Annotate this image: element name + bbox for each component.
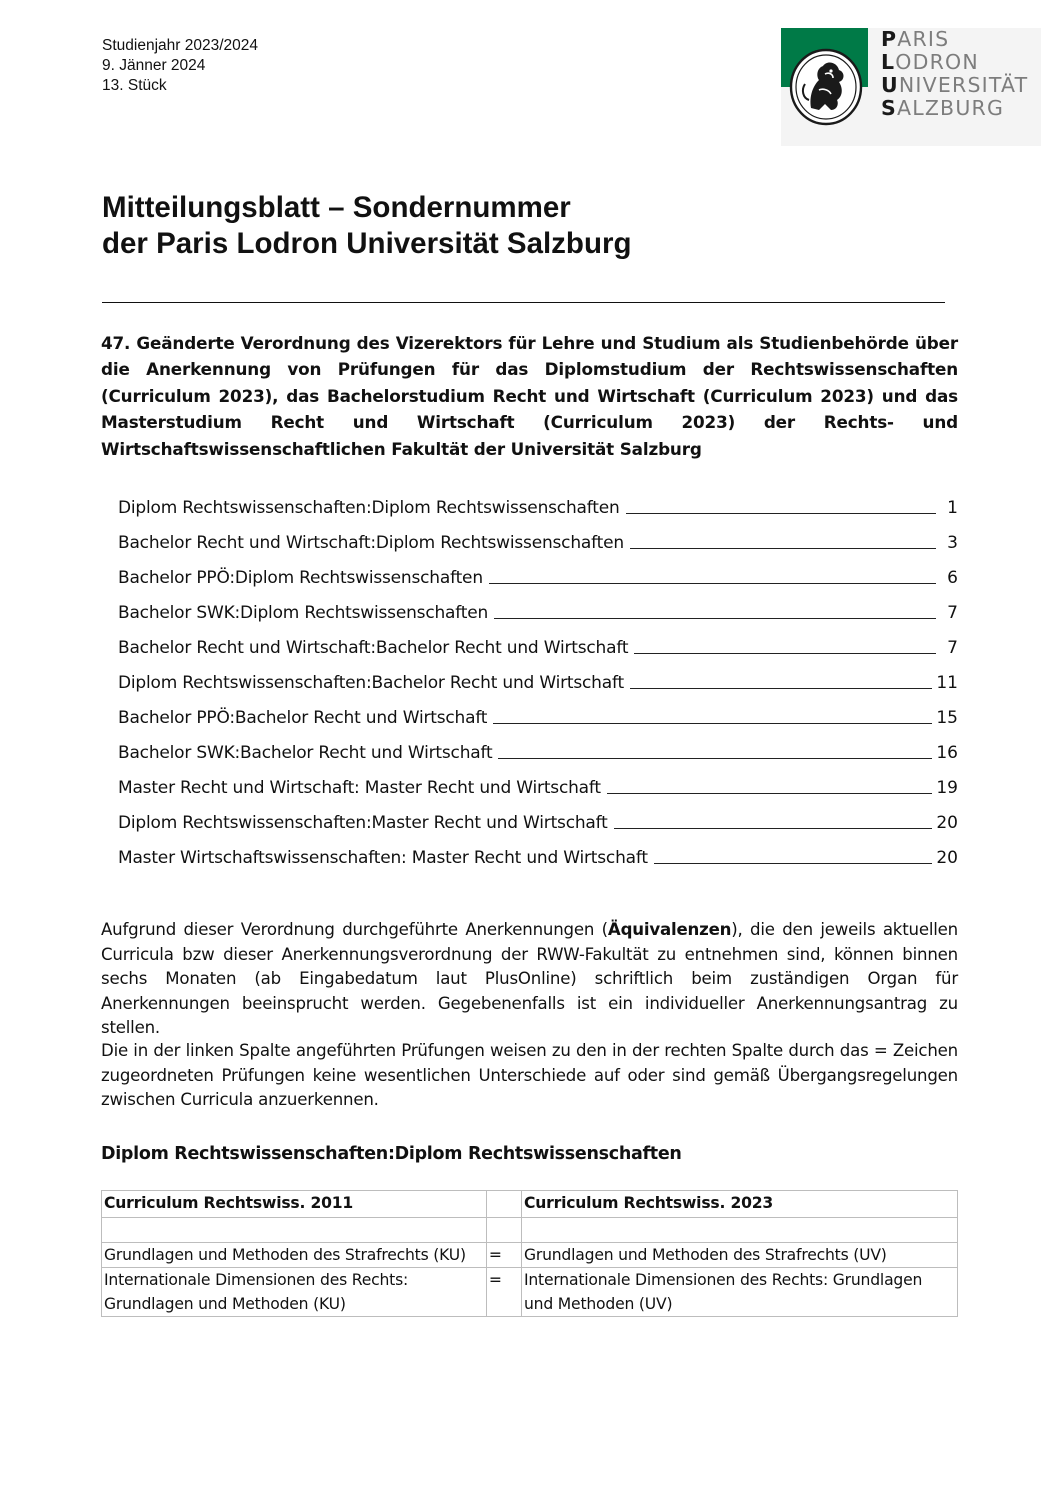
blank-cell — [521, 1218, 957, 1243]
section-heading: Diplom Rechtswissenschaften:Diplom Rechtswissenschaften — [101, 1144, 682, 1164]
title-line-1: Mitteilungsblatt – Sondernummer — [102, 191, 571, 224]
issue-meta — [102, 36, 258, 96]
ordinance-title: 47. Geänderte Verordnung des Vizerektors für Lehre und Studium als Studienbehörde über die Anerkennung von Prüfungen für das Diplomstudium der Rechtswissenschaften (Curriculum 2023), das Bachelorstudium Recht und Wirtschaft (Curriculum 2023) und das Masterstudium Recht und Wirtschaft (Curriculum 2023) der Rechts- und Wirtschaftswissenschaftlichen Fakultät der Universität Salzburg — [101, 333, 958, 459]
toc-leader-line — [494, 618, 936, 619]
toc-entry[interactable] — [118, 737, 958, 763]
toc-entry-page: 7 — [947, 603, 958, 623]
toc-entry[interactable] — [118, 527, 958, 553]
logo-line-2: LODRON — [881, 50, 979, 74]
header-equals-column — [486, 1191, 521, 1218]
logo-line-4: SALZBURG — [881, 96, 1005, 120]
new-course-cell: Internationale Dimensionen des Rechts: Grundlagen und Methoden (UV) — [521, 1268, 957, 1317]
table-row — [102, 1268, 958, 1317]
toc-entry-label: Bachelor PPÖ:Diplom Rechtswissenschaften — [118, 568, 483, 588]
toc-entry-label: Bachelor SWK:Diplom Rechtswissenschaften — [118, 603, 489, 623]
toc-leader-line — [626, 513, 936, 514]
toc-leader-line — [654, 863, 933, 864]
toc-entry-page: 19 — [936, 778, 958, 798]
blank-cell — [102, 1218, 487, 1243]
equivalence-table — [101, 1190, 958, 1317]
toc-entry-page: 6 — [947, 568, 958, 588]
toc-entry-page: 20 — [936, 848, 958, 868]
toc-entry-label: Bachelor Recht und Wirtschaft:Diplom Rechtswissenschaften — [118, 533, 624, 553]
toc-entry[interactable] — [118, 562, 958, 588]
toc-entry-page: 7 — [947, 638, 958, 658]
toc-entry-label: Diplom Rechtswissenschaften:Diplom Rechtswissenschaften — [118, 498, 620, 518]
toc-leader-line — [607, 793, 933, 794]
toc-entry-page: 3 — [947, 533, 958, 553]
university-seal-icon — [789, 46, 863, 128]
blank-cell — [486, 1218, 521, 1243]
toc-entry-label: Diplom Rechtswissenschaften:Bachelor Recht und Wirtschaft — [118, 673, 624, 693]
toc-entry-page: 15 — [936, 708, 958, 728]
toc-entry[interactable] — [118, 492, 958, 518]
logo-wordmark — [881, 28, 1028, 120]
toc-leader-line — [498, 758, 932, 759]
toc-entry[interactable] — [118, 807, 958, 833]
toc-leader-line — [630, 548, 936, 549]
equals-sign-cell: = — [486, 1268, 521, 1317]
equivalences-term: Äquivalenzen — [607, 920, 732, 939]
toc-entry-page: 20 — [936, 813, 958, 833]
toc-leader-line — [493, 723, 932, 724]
equals-sign-cell: = — [486, 1243, 521, 1268]
toc-entry[interactable] — [118, 702, 958, 728]
header-new-curriculum: Curriculum Rechtswiss. 2023 — [521, 1191, 957, 1218]
toc-entry[interactable] — [118, 772, 958, 798]
document-title — [102, 190, 631, 262]
issue-date: 9. Jänner 2024 — [102, 57, 206, 74]
toc-entry-label: Bachelor SWK:Bachelor Recht und Wirtschaft — [118, 743, 493, 763]
toc-entry[interactable] — [118, 842, 958, 868]
study-year: Studienjahr 2023/2024 — [102, 37, 258, 54]
toc-entry-label: Bachelor PPÖ:Bachelor Recht und Wirtschaft — [118, 708, 488, 728]
logo-line-3: UNIVERSITÄT — [881, 73, 1029, 97]
toc-leader-line — [614, 828, 933, 829]
table-header-row — [102, 1191, 958, 1218]
toc-entry-label: Master Recht und Wirtschaft: Master Recht und Wirtschaft — [118, 778, 601, 798]
university-logo — [781, 28, 1041, 148]
toc-entry-label: Diplom Rechtswissenschaften:Master Recht und Wirtschaft — [118, 813, 608, 833]
toc-entry-page: 16 — [936, 743, 958, 763]
table-blank-row — [102, 1218, 958, 1243]
paragraph-text-after: ), die den jeweils aktuellen Curricula bzw dieser Anerkennungsverordnung der RWW-Fakultät zu entnehmen sind, können binnen sechs Monaten (ab Eingabedatum laut PlusOnline) schriftlich beim zuständigen Organ für Anerkennungen beeinsprucht werden. Gegebenenfalls ist ein individueller Anerkennungsantrag zu stellen. — [101, 920, 958, 1038]
new-course-cell: Grundlagen und Methoden des Strafrechts (UV) — [521, 1243, 957, 1268]
toc-leader-line — [489, 583, 936, 584]
toc-entry-label: Master Wirtschaftswissenschaften: Master Recht und Wirtschaft — [118, 848, 648, 868]
toc-entry[interactable] — [118, 667, 958, 693]
title-divider — [102, 302, 945, 303]
issue-number: 13. Stück — [102, 77, 167, 94]
toc-entry-page: 11 — [936, 673, 958, 693]
objection-paragraph — [101, 918, 958, 1041]
title-line-2: der Paris Lodron Universität Salzburg — [102, 227, 632, 260]
toc-leader-line — [634, 653, 936, 654]
old-course-cell: Internationale Dimensionen des Rechts: Grundlagen und Methoden (KU) — [102, 1268, 487, 1317]
table-row — [102, 1243, 958, 1268]
paragraph-text-before: Aufgrund dieser Verordnung durchgeführte Anerkennungen ( — [101, 920, 608, 939]
logo-line-1: PARIS — [881, 27, 950, 51]
toc-entry-label: Bachelor Recht und Wirtschaft:Bachelor Recht und Wirtschaft — [118, 638, 629, 658]
toc-leader-line — [630, 688, 932, 689]
header-old-curriculum: Curriculum Rechtswiss. 2011 — [102, 1191, 487, 1218]
toc-entry[interactable] — [118, 597, 958, 623]
explanation-paragraph: Die in der linken Spalte angeführten Prüfungen weisen zu den in der rechten Spalte durch das = Zeichen zugeordneten Prüfungen keine wesentlichen Unterschiede auf oder sind gemäß Übergangsregelungen zwischen Curricula anzuerkennen. — [101, 1041, 958, 1110]
old-course-cell: Grundlagen und Methoden des Strafrechts (KU) — [102, 1243, 487, 1268]
toc-entry-page: 1 — [947, 498, 958, 518]
toc-entry[interactable] — [118, 632, 958, 658]
